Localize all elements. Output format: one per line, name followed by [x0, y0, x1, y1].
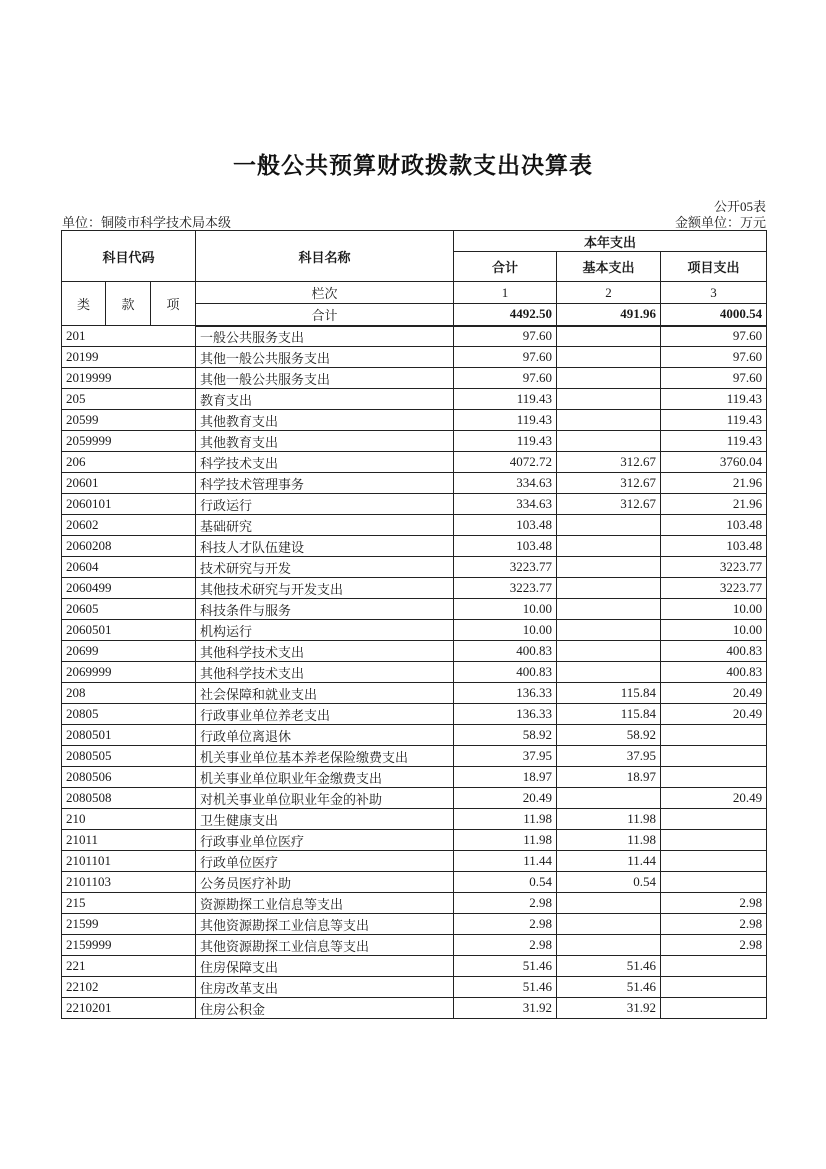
row-code: 2069999	[62, 662, 196, 683]
row-total: 97.60	[454, 368, 557, 389]
row-total: 51.46	[454, 977, 557, 998]
amount-unit-label: 金额单位：万元	[674, 215, 766, 230]
row-basic	[557, 389, 661, 410]
row-basic	[557, 578, 661, 599]
row-basic	[557, 914, 661, 935]
row-name: 行政运行	[196, 494, 454, 515]
row-total: 10.00	[454, 599, 557, 620]
table-body	[62, 326, 767, 1019]
row-basic	[557, 410, 661, 431]
row-code: 2060499	[62, 578, 196, 599]
row-name: 机构运行	[196, 620, 454, 641]
row-basic	[557, 620, 661, 641]
row-code: 20599	[62, 410, 196, 431]
row-name: 一般公共服务支出	[196, 326, 454, 347]
row-project	[661, 725, 767, 746]
header-subject-name: 科目名称	[196, 231, 454, 282]
table-row	[62, 641, 767, 662]
row-code: 2059999	[62, 431, 196, 452]
row-name: 基础研究	[196, 515, 454, 536]
row-basic	[557, 368, 661, 389]
table-row	[62, 809, 767, 830]
row-total: 103.48	[454, 515, 557, 536]
row-basic: 51.46	[557, 977, 661, 998]
row-project: 103.48	[661, 536, 767, 557]
row-basic	[557, 893, 661, 914]
totals-basic: 491.96	[557, 304, 661, 326]
table-row	[62, 935, 767, 956]
row-code: 215	[62, 893, 196, 914]
row-code: 2019999	[62, 368, 196, 389]
row-code: 2080508	[62, 788, 196, 809]
row-basic: 312.67	[557, 473, 661, 494]
row-total: 334.63	[454, 494, 557, 515]
table-code-label: 公开05表	[713, 199, 766, 214]
row-project	[661, 956, 767, 977]
row-total: 119.43	[454, 410, 557, 431]
row-name: 其他技术研究与开发支出	[196, 578, 454, 599]
table-row	[62, 872, 767, 893]
row-total: 119.43	[454, 431, 557, 452]
row-total: 136.33	[454, 683, 557, 704]
row-name: 机关事业单位职业年金缴费支出	[196, 767, 454, 788]
meta-line	[62, 212, 766, 231]
row-name: 行政单位离退休	[196, 725, 454, 746]
row-name: 行政单位医疗	[196, 851, 454, 872]
row-name: 资源勘探工业信息等支出	[196, 893, 454, 914]
table-row	[62, 410, 767, 431]
row-basic: 11.98	[557, 830, 661, 851]
row-total: 11.98	[454, 830, 557, 851]
row-total: 136.33	[454, 704, 557, 725]
row-project: 97.60	[661, 347, 767, 368]
totals-label: 合计	[196, 304, 454, 326]
row-total: 20.49	[454, 788, 557, 809]
row-name: 公务员医疗补助	[196, 872, 454, 893]
row-total: 103.48	[454, 536, 557, 557]
row-name: 其他资源勘探工业信息等支出	[196, 914, 454, 935]
row-basic	[557, 431, 661, 452]
row-code: 20602	[62, 515, 196, 536]
header-row-3	[62, 282, 767, 304]
table-row	[62, 746, 767, 767]
row-total: 0.54	[454, 872, 557, 893]
row-name: 其他科学技术支出	[196, 662, 454, 683]
header-section: 款	[106, 282, 151, 326]
row-basic: 18.97	[557, 767, 661, 788]
row-project: 10.00	[661, 620, 767, 641]
row-basic	[557, 326, 661, 347]
table-row	[62, 683, 767, 704]
header-row-1	[62, 231, 767, 252]
table-row	[62, 662, 767, 683]
table-row	[62, 788, 767, 809]
row-total: 3223.77	[454, 578, 557, 599]
row-basic	[557, 515, 661, 536]
header-current-year-expenditure: 本年支出	[454, 231, 767, 252]
row-code: 2060208	[62, 536, 196, 557]
row-basic: 115.84	[557, 704, 661, 725]
row-basic: 11.98	[557, 809, 661, 830]
row-basic: 0.54	[557, 872, 661, 893]
row-basic: 51.46	[557, 956, 661, 977]
header-column-index-label: 栏次	[196, 282, 454, 304]
row-name: 社会保障和就业支出	[196, 683, 454, 704]
row-total: 4072.72	[454, 452, 557, 473]
table-row	[62, 599, 767, 620]
row-project: 3223.77	[661, 578, 767, 599]
row-project	[661, 830, 767, 851]
table-row	[62, 389, 767, 410]
row-name: 其他一般公共服务支出	[196, 368, 454, 389]
budget-table	[61, 230, 767, 1019]
row-code: 201	[62, 326, 196, 347]
row-project: 97.60	[661, 368, 767, 389]
row-code: 20601	[62, 473, 196, 494]
row-project: 119.43	[661, 389, 767, 410]
table-row	[62, 725, 767, 746]
row-code: 2080506	[62, 767, 196, 788]
row-project: 97.60	[661, 326, 767, 347]
row-name: 住房公积金	[196, 998, 454, 1019]
table-row	[62, 767, 767, 788]
row-basic: 58.92	[557, 725, 661, 746]
row-project: 10.00	[661, 599, 767, 620]
table-row	[62, 893, 767, 914]
header-project-expenditure: 项目支出	[661, 252, 767, 282]
row-basic	[557, 662, 661, 683]
row-name: 机关事业单位基本养老保险缴费支出	[196, 746, 454, 767]
row-basic: 312.67	[557, 452, 661, 473]
table-row	[62, 326, 767, 347]
row-name: 其他科学技术支出	[196, 641, 454, 662]
table-row	[62, 998, 767, 1019]
row-basic: 31.92	[557, 998, 661, 1019]
row-name: 卫生健康支出	[196, 809, 454, 830]
row-total: 119.43	[454, 389, 557, 410]
row-total: 2.98	[454, 914, 557, 935]
row-project: 119.43	[661, 431, 767, 452]
row-code: 2210201	[62, 998, 196, 1019]
table-row	[62, 431, 767, 452]
table-row	[62, 368, 767, 389]
row-name: 其他教育支出	[196, 431, 454, 452]
row-name: 住房保障支出	[196, 956, 454, 977]
row-basic	[557, 347, 661, 368]
row-project	[661, 872, 767, 893]
row-code: 20605	[62, 599, 196, 620]
row-project	[661, 977, 767, 998]
row-name: 科学技术管理事务	[196, 473, 454, 494]
row-basic	[557, 788, 661, 809]
row-project: 2.98	[661, 893, 767, 914]
row-total: 18.97	[454, 767, 557, 788]
header-basic-expenditure: 基本支出	[557, 252, 661, 282]
row-project	[661, 998, 767, 1019]
row-code: 2060101	[62, 494, 196, 515]
header-col-1: 1	[454, 282, 557, 304]
row-basic: 11.44	[557, 851, 661, 872]
table-row	[62, 956, 767, 977]
row-project: 103.48	[661, 515, 767, 536]
row-total: 2.98	[454, 893, 557, 914]
row-code: 21599	[62, 914, 196, 935]
row-total: 97.60	[454, 347, 557, 368]
row-project: 20.49	[661, 683, 767, 704]
row-total: 400.83	[454, 662, 557, 683]
row-name: 技术研究与开发	[196, 557, 454, 578]
row-project: 3760.04	[661, 452, 767, 473]
row-project: 2.98	[661, 914, 767, 935]
row-project	[661, 767, 767, 788]
row-basic: 312.67	[557, 494, 661, 515]
row-total: 334.63	[454, 473, 557, 494]
row-basic	[557, 599, 661, 620]
row-project: 3223.77	[661, 557, 767, 578]
row-code: 208	[62, 683, 196, 704]
row-code: 20199	[62, 347, 196, 368]
header-total: 合计	[454, 252, 557, 282]
row-code: 206	[62, 452, 196, 473]
row-total: 2.98	[454, 935, 557, 956]
table-row	[62, 473, 767, 494]
row-basic	[557, 641, 661, 662]
row-name: 其他教育支出	[196, 410, 454, 431]
row-code: 210	[62, 809, 196, 830]
row-project: 21.96	[661, 473, 767, 494]
header-item: 项	[151, 282, 196, 326]
row-name: 其他一般公共服务支出	[196, 347, 454, 368]
row-basic	[557, 557, 661, 578]
row-code: 20805	[62, 704, 196, 725]
row-name: 行政事业单位养老支出	[196, 704, 454, 725]
row-total: 37.95	[454, 746, 557, 767]
row-name: 科技条件与服务	[196, 599, 454, 620]
row-project: 2.98	[661, 935, 767, 956]
table-row	[62, 494, 767, 515]
table-row	[62, 578, 767, 599]
row-name: 科技人才队伍建设	[196, 536, 454, 557]
table-row	[62, 347, 767, 368]
row-code: 2060501	[62, 620, 196, 641]
header-col-3: 3	[661, 282, 767, 304]
row-code: 21011	[62, 830, 196, 851]
row-project	[661, 851, 767, 872]
totals-project: 4000.54	[661, 304, 767, 326]
row-total: 97.60	[454, 326, 557, 347]
row-project: 400.83	[661, 641, 767, 662]
header-subject-code: 科目代码	[62, 231, 196, 282]
row-total: 58.92	[454, 725, 557, 746]
row-code: 221	[62, 956, 196, 977]
totals-total: 4492.50	[454, 304, 557, 326]
row-code: 2101103	[62, 872, 196, 893]
row-project	[661, 809, 767, 830]
row-total: 31.92	[454, 998, 557, 1019]
row-code: 20699	[62, 641, 196, 662]
row-basic	[557, 536, 661, 557]
row-code: 2101101	[62, 851, 196, 872]
row-name: 其他资源勘探工业信息等支出	[196, 935, 454, 956]
table-row	[62, 515, 767, 536]
row-code: 2080505	[62, 746, 196, 767]
table-row	[62, 557, 767, 578]
header-col-2: 2	[557, 282, 661, 304]
row-name: 住房改革支出	[196, 977, 454, 998]
row-name: 行政事业单位医疗	[196, 830, 454, 851]
header-class: 类	[62, 282, 106, 326]
row-project: 21.96	[661, 494, 767, 515]
table-row	[62, 536, 767, 557]
row-total: 51.46	[454, 956, 557, 977]
table-row	[62, 620, 767, 641]
row-code: 205	[62, 389, 196, 410]
row-project: 119.43	[661, 410, 767, 431]
row-name: 教育支出	[196, 389, 454, 410]
table-row	[62, 830, 767, 851]
table-row	[62, 452, 767, 473]
row-total: 3223.77	[454, 557, 557, 578]
table-row	[62, 704, 767, 725]
row-code: 2159999	[62, 935, 196, 956]
row-basic: 115.84	[557, 683, 661, 704]
row-name: 科学技术支出	[196, 452, 454, 473]
row-code: 22102	[62, 977, 196, 998]
row-name: 对机关事业单位职业年金的补助	[196, 788, 454, 809]
row-basic	[557, 935, 661, 956]
row-project: 400.83	[661, 662, 767, 683]
page-title: 一般公共预算财政拨款支出决算表	[233, 152, 593, 178]
row-project: 20.49	[661, 788, 767, 809]
row-total: 11.98	[454, 809, 557, 830]
row-code: 2080501	[62, 725, 196, 746]
row-project	[661, 746, 767, 767]
unit-label: 单位：铜陵市科学技术局本级	[62, 215, 232, 230]
row-basic: 37.95	[557, 746, 661, 767]
row-total: 10.00	[454, 620, 557, 641]
table-row	[62, 977, 767, 998]
row-project: 20.49	[661, 704, 767, 725]
row-total: 11.44	[454, 851, 557, 872]
table-row	[62, 914, 767, 935]
table-row	[62, 851, 767, 872]
row-total: 400.83	[454, 641, 557, 662]
row-code: 20604	[62, 557, 196, 578]
